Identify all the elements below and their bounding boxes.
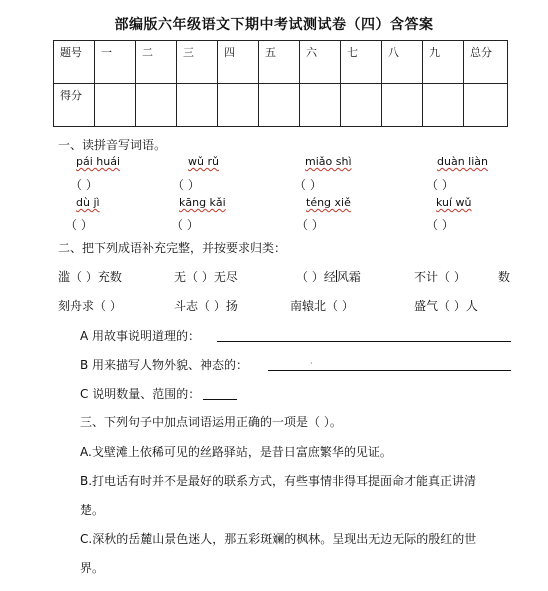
section1-heading: 一、读拼音写词语。 bbox=[58, 138, 167, 152]
table-row bbox=[54, 84, 508, 127]
score-input-cell[interactable] bbox=[423, 84, 464, 127]
dot-mark: · bbox=[310, 359, 313, 369]
idiom-item: 数 bbox=[498, 270, 511, 284]
pinyin-item: wǔ rǔ bbox=[188, 155, 219, 168]
score-input-cell[interactable] bbox=[95, 84, 136, 127]
table-cell: 总分 bbox=[464, 41, 508, 84]
idiom-item: （ ）经风霜 bbox=[296, 270, 361, 284]
score-input-cell[interactable] bbox=[218, 84, 259, 127]
table-cell: 四 bbox=[218, 41, 259, 84]
table-row bbox=[54, 41, 508, 84]
answer-line[interactable] bbox=[203, 399, 237, 400]
table-cell: 三 bbox=[177, 41, 218, 84]
table-cell: 五 bbox=[259, 41, 300, 84]
answer-blank[interactable]: （ ） bbox=[426, 218, 454, 232]
category-c-label: C 说明数量、范围的： bbox=[80, 387, 201, 401]
pinyin-item: miǎo shì bbox=[305, 155, 352, 168]
answer-line[interactable] bbox=[217, 341, 511, 342]
answer-line[interactable] bbox=[268, 370, 511, 371]
category-a-label: A 用故事说明道理的： bbox=[80, 329, 201, 343]
pinyin-item: téng xiě bbox=[306, 196, 351, 209]
table-cell: 九 bbox=[423, 41, 464, 84]
pinyin-item: kuí wǔ bbox=[436, 196, 472, 209]
table-cell: 八 bbox=[382, 41, 423, 84]
score-input-cell[interactable] bbox=[300, 84, 341, 127]
idiom-item: 滥（ ）充数 bbox=[58, 270, 122, 284]
category-b-label: B 用来描写人物外貌、神态的： bbox=[80, 358, 249, 372]
option-a: A.戈壁滩上依稀可见的丝路驿站，是昔日富庶繁华的见证。 bbox=[80, 445, 392, 459]
option-c-cont: 界。 bbox=[80, 561, 105, 575]
idiom-item: 斗志（ ）扬 bbox=[174, 299, 238, 313]
answer-blank[interactable]: （ ） bbox=[172, 178, 200, 192]
option-b-cont: 楚。 bbox=[80, 503, 105, 517]
table-cell: 题号 bbox=[54, 41, 95, 84]
table-cell: 得分 bbox=[54, 84, 95, 127]
table-cell: 六 bbox=[300, 41, 341, 84]
option-b: B.打电话有时并不是最好的联系方式，有些事情非得耳提面命才能真正讲清 bbox=[80, 474, 477, 488]
answer-blank[interactable]: （ ） bbox=[171, 218, 199, 232]
idiom-item: 刻舟求（ ） bbox=[58, 299, 122, 313]
score-input-cell[interactable] bbox=[464, 84, 508, 127]
answer-blank[interactable]: （ ） bbox=[426, 178, 454, 192]
idiom-item: 不计（ ） bbox=[414, 270, 466, 284]
section3-heading: 三、下列句子中加点词语运用正确的一项是（ ）。 bbox=[80, 415, 342, 429]
score-input-cell[interactable] bbox=[382, 84, 423, 127]
pinyin-item: duàn liàn bbox=[437, 155, 488, 168]
pinyin-item: dù jì bbox=[76, 196, 100, 209]
pinyin-item: kāng kǎi bbox=[179, 196, 226, 209]
score-table bbox=[53, 40, 508, 127]
option-c: C.深秋的岳麓山景色迷人，那五彩斑斓的枫林。呈现出无边无际的殷红的世 bbox=[80, 532, 477, 546]
score-input-cell[interactable] bbox=[259, 84, 300, 127]
answer-blank[interactable]: （ ） bbox=[70, 178, 98, 192]
score-input-cell[interactable] bbox=[136, 84, 177, 127]
table-cell: 七 bbox=[341, 41, 382, 84]
section2-heading: 二、把下列成语补充完整，并按要求归类： bbox=[58, 241, 287, 255]
answer-blank[interactable]: （ ） bbox=[294, 178, 322, 192]
score-input-cell[interactable] bbox=[341, 84, 382, 127]
idiom-item: 无（ ）无尽 bbox=[174, 270, 238, 284]
answer-blank[interactable]: （ ） bbox=[296, 218, 324, 232]
pinyin-item: pái huái bbox=[76, 155, 121, 168]
page-title: 部编版六年级语文下期中考试测试卷（四）含答案 bbox=[114, 17, 434, 33]
score-input-cell[interactable] bbox=[177, 84, 218, 127]
answer-blank[interactable]: （ ） bbox=[65, 218, 93, 232]
table-cell: 一 bbox=[95, 41, 136, 84]
idiom-item: 南辕北（ ） bbox=[290, 299, 354, 313]
idiom-item: 盛气（ ）人 bbox=[414, 299, 478, 313]
table-cell: 二 bbox=[136, 41, 177, 84]
